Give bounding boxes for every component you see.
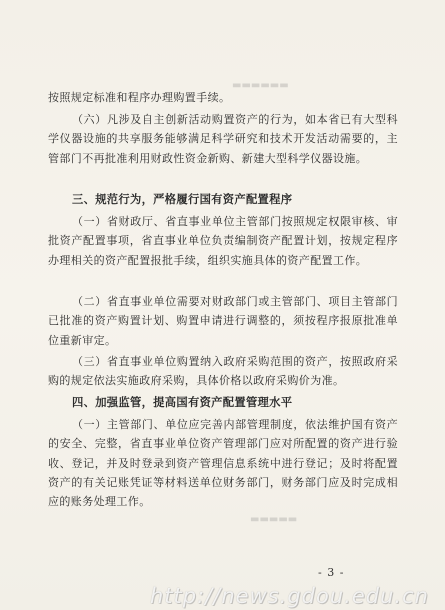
page-number: - 3 - bbox=[318, 566, 345, 579]
paragraph-section3-item1: （一）省财政厅、省直事业单位主管部门按照规定权限审核、审批资产配置事项，省直事业单位负责编制资产配置计划，按规定程序办理相关的资产配置报批手续，组织实施具体的资产配置工作。 bbox=[48, 215, 398, 267]
bleed-through-mark: ▬▬▬▬▬ bbox=[250, 514, 298, 525]
bleed-through-mark: ▬▬▬▬▬▬ bbox=[232, 80, 289, 91]
paragraph-section3-item2: （二）省直事业单位需要对财政部门或主管部门、项目主管部门已批准的资产购置计划、购置申请进行调整的，须按程序报原批准单位重新审定。 bbox=[48, 295, 398, 347]
paragraph-item-6: （六）凡涉及自主创新活动购置资产的行为，如本省已有大型科学仪器设施的共享服务能够满足科学研究和技术开发活动需要的，主管部门不再批准利用财政性资金新购、新建大型科学仪器设施。 bbox=[48, 113, 398, 165]
paragraph-section3-item3: （三）省直事业单位购置纳入政府采购范围的资产，按照政府采购的规定依法实施政府采购，具体价格以政府采购价为准。 bbox=[48, 355, 398, 388]
paragraph-continuation: 按照规定标准和程序办理购置手续。 bbox=[48, 91, 231, 104]
site-watermark: http://news.gdou.edu.cn bbox=[150, 584, 429, 608]
section-heading-3: 三、规范行为，严格履行国有资产配置程序 bbox=[72, 193, 293, 206]
paragraph-section4-item1: （一）主管部门、单位应完善内部管理制度，依法维护国有资产的安全、完整，省直事业单位资产管理部门应对所配置的资产进行验收、登记，并及时登录到资产管理信息系统中进行登记；及时将配置资产的有关记账凭证等材料送单位财务部门，财务部门应及时完成相应的账务处理工作。 bbox=[48, 418, 398, 509]
section-heading-4: 四、加强监管，提高国有资产配置管理水平 bbox=[72, 396, 293, 409]
